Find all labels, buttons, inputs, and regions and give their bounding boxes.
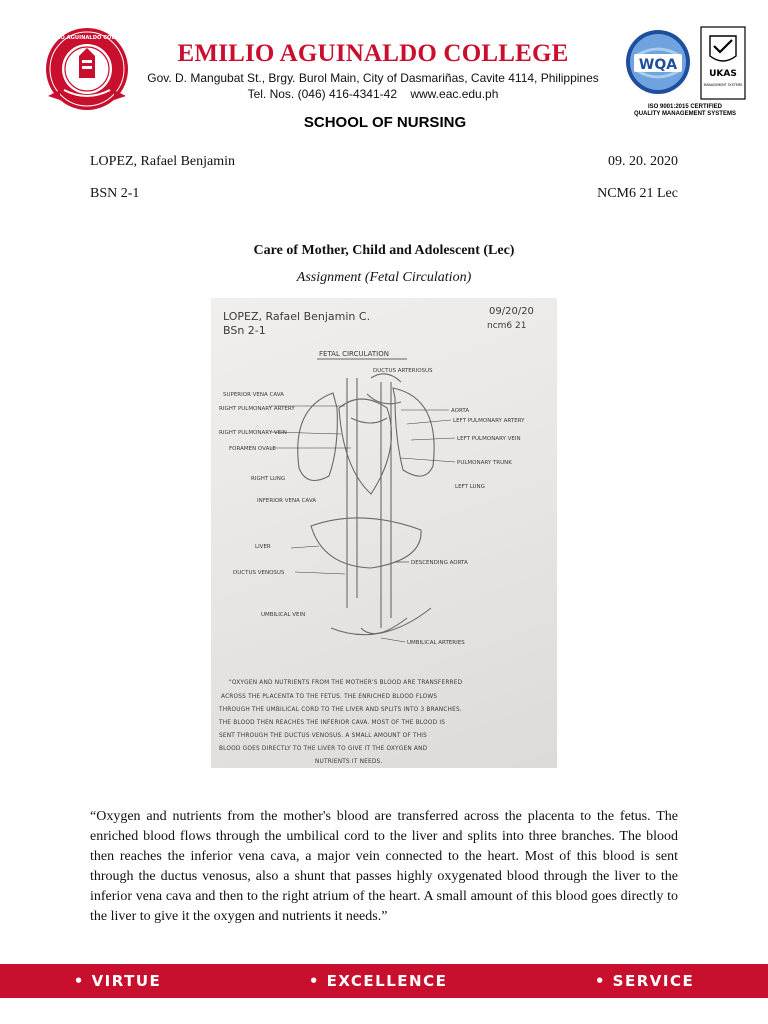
college-contact	[130, 87, 616, 101]
student-section: BSN 2-1	[90, 186, 140, 201]
college-seal-logo	[44, 26, 130, 112]
note-line-6: BLOOD GOES DIRECTLY TO THE LIVER TO GIVE IT THE OXYGEN AND	[219, 746, 428, 752]
assignment-title: Assignment (Fetal Circulation)	[296, 270, 472, 285]
note-line-4: THE BLOOD THEN REACHES THE INFERIOR CAVA. MOST OF THE BLOOD IS	[219, 720, 446, 726]
photo-date-line: 09/20/20	[489, 306, 534, 317]
quote-paragraph: “Oxygen and nutrients from the mother's blood are transferred across the placenta to the fetus. The enriched blood flows through the umbilical cord to the liver and splits into three branches. The blood then reaches the inferior vena cava, a major vein connected to the heart. Most of this blood is sent through the ductus venosus, also a shunt that passes highly oxygenated blood through the liver to the inferior vena cava and then to the right atrium of the heart. A small amount of this blood goes directly to the liver to give it the oxygen and nutrients it needs.”	[90, 809, 678, 924]
label-rpa: RIGHT PULMONARY ARTERY	[219, 406, 295, 412]
college-name: EMILIO AGUINALDO COLLEGE	[177, 40, 569, 67]
iso-line-2: QUALITY MANAGEMENT SYSTEMS	[634, 111, 736, 117]
label-left-lung: LEFT LUNG	[455, 484, 485, 490]
student-name: LOPEZ, Rafael Benjamin	[90, 154, 236, 169]
handwritten-diagram-photo	[211, 298, 557, 768]
iso-line-1: ISO 9001:2015 CERTIFIED	[647, 104, 723, 110]
footer-virtue: • VIRTUE	[74, 972, 162, 990]
label-rpv: RIGHT PULMONARY VEIN	[219, 430, 287, 436]
label-lpa: LEFT PULMONARY ARTERY	[453, 418, 525, 424]
label-ivc: INFERIOR VENA CAVA	[257, 498, 317, 504]
label-descending-aorta: DESCENDING AORTA	[411, 560, 468, 566]
label-liver: LIVER	[255, 544, 271, 550]
ukas-subtext: MANAGEMENT SYSTEMS	[703, 83, 743, 87]
label-ductus-venosus: DUCTUS VENOSUS	[233, 570, 285, 576]
ukas-text: UKAS	[709, 69, 737, 79]
course-title: Care of Mother, Child and Adolescent (Lec)	[253, 243, 515, 258]
note-line-3: THROUGH THE UMBILICAL CORD TO THE LIVER AND SPLITS INTO 3 BRANCHES.	[219, 707, 462, 713]
iso-certification-text	[612, 104, 758, 118]
telephone-numbers: Tel. Nos. (046) 416-4341-42	[247, 87, 397, 101]
note-line-7: NUTRIENTS IT NEEDS.	[315, 759, 383, 765]
label-ductus-arteriosus: DUCTUS ARTERIOSUS	[373, 368, 433, 374]
seal-text: EMILIO AGUINALDO COLLEGE	[44, 35, 130, 41]
college-website: www.eac.edu.ph	[410, 87, 499, 101]
fetal-circulation-drawing	[211, 298, 557, 768]
photo-section-line: BSn 2-1	[223, 324, 266, 337]
wqa-text: WQA	[638, 57, 678, 73]
note-line-2: ACROSS THE PLACENTA TO THE FETUS. THE ENRICHED BLOOD FLOWS	[221, 694, 438, 700]
ukas-certification-logo	[700, 26, 746, 100]
page-bottom-margin	[0, 1000, 768, 1024]
school-name: SCHOOL OF NURSING	[303, 114, 467, 131]
label-right-lung: RIGHT LUNG	[251, 476, 286, 482]
label-svc: SUPERIOR VENA CAVA	[223, 392, 284, 398]
photo-name-line: LOPEZ, Rafael Benjamin C.	[223, 310, 371, 323]
label-pulmonary-trunk: PULMONARY TRUNK	[457, 460, 512, 466]
label-lpv: LEFT PULMONARY VEIN	[457, 436, 521, 442]
college-address: Gov. D. Mangubat St., Brgy. Burol Main, City of Dasmariñas, Cavite 4114, Philippines	[147, 71, 599, 85]
submission-date: 09. 20. 2020	[608, 154, 678, 169]
course-code: NCM6 21 Lec	[597, 186, 678, 201]
note-line-1: "OXYGEN AND NUTRIENTS FROM THE MOTHER'S BLOOD ARE TRANSFERRED	[229, 680, 463, 686]
wqa-certification-logo	[624, 28, 692, 96]
label-aorta: AORTA	[451, 408, 470, 414]
photo-diagram-title: FETAL CIRCULATION	[319, 350, 389, 358]
label-umbilical-vein: UMBILICAL VEIN	[261, 612, 306, 618]
footer-service: • SERVICE	[595, 972, 694, 990]
note-line-5: SENT THROUGH THE DUCTUS VENOSUS. A SMALL AMOUNT OF THIS	[219, 733, 428, 739]
label-foramen: FORAMEN OVALE	[229, 446, 276, 452]
label-umbilical-arteries: UMBILICAL ARTERIES	[407, 640, 465, 646]
footer-banner	[0, 964, 768, 998]
photo-course-line: ncm6 21	[487, 321, 527, 331]
footer-excellence: • EXCELLENCE	[309, 972, 448, 990]
